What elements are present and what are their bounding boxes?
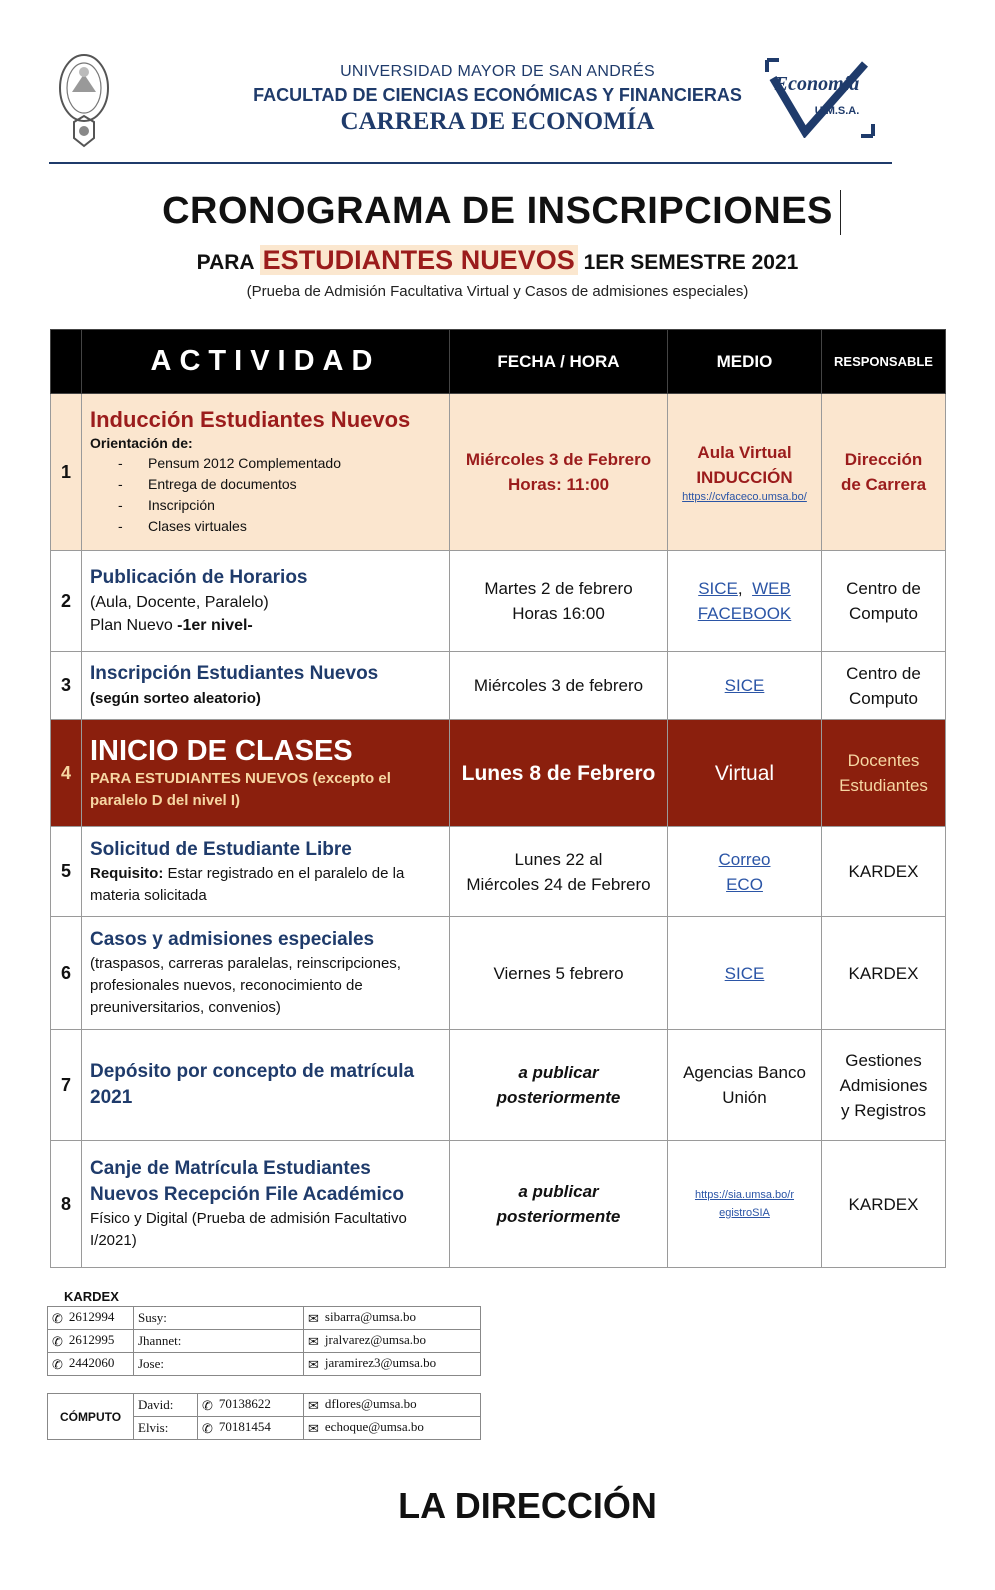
list-item: - Entrega de documentos [90,474,441,495]
contact-name: Jhannet: [134,1330,304,1353]
responsible-cell: KARDEX [822,917,946,1030]
row-number: 4 [51,720,82,827]
phone-cell: ✆ 2612995 [48,1330,134,1353]
row-number: 1 [51,394,82,551]
medium-cell [668,652,822,720]
logo-text: Economía [774,73,860,95]
list-item: - Clases virtuales [90,516,441,537]
contact-name: David: [134,1394,198,1417]
date-cell: Miércoles 3 de febrero [450,652,668,720]
signature: LA DIRECCIÓN [398,1485,657,1526]
email-cell[interactable]: ✉ jralvarez@umsa.bo [304,1330,481,1353]
row-number: 2 [51,551,82,652]
sia-link[interactable]: egistroSIA [719,1207,770,1219]
table-row [48,1330,481,1353]
table-row [51,551,946,652]
activity-title: Depósito por concepto de matrícula 2021 [90,1061,415,1108]
table-row [51,1141,946,1268]
text-cursor [840,190,841,235]
medium-cell: Agencias Banco Unión [668,1030,822,1141]
activity-title: Casos y admisiones especiales [90,929,375,950]
table-row [51,720,946,827]
phone-icon: ✆ [52,1333,63,1349]
sice-link[interactable]: SICE [698,579,738,598]
mail-icon: ✉ [308,1310,319,1326]
kardex-contacts-table [47,1306,481,1376]
header-activity: ACTIVIDAD [82,330,450,394]
medium-cell [668,827,822,917]
page-title: CRONOGRAMA DE INSCRIPCIONES [162,190,833,232]
medium-cell: SICE, WEB FACEBOOK [668,551,822,652]
whatsapp-icon: ✆ [202,1397,213,1413]
table-header-row [51,330,946,394]
subtitle-pre: PARA [196,251,254,274]
activity-title: INICIO DE CLASES [90,734,353,767]
date-cell: a publicar posteriormente [450,1030,668,1141]
activity-desc: PARA ESTUDIANTES NUEVOS (excepto el paralelo D del nivel I) [90,769,391,809]
phone-cell: ✆ 2442060 [48,1353,134,1376]
computo-label: CÓMPUTO [48,1394,134,1440]
date-cell: a publicar posteriormente [450,1141,668,1268]
facebook-link[interactable]: FACEBOOK [697,604,792,623]
row-number: 6 [51,917,82,1030]
responsible-cell: Gestiones Admisiones y Registros [822,1030,946,1141]
table-row [48,1307,481,1330]
activity-title: Solicitud de Estudiante Libre [90,838,352,860]
sice-link[interactable]: SICE [724,963,765,983]
row-number: 8 [51,1141,82,1268]
table-row [51,827,946,917]
date-cell: Miércoles 3 de Febrero Horas: 11:00 [450,394,668,551]
activity-title: Canje de Matrícula Estudiantes Nuevos Recepción File Académico [90,1158,404,1205]
whatsapp-icon: ✆ [202,1420,213,1436]
mail-icon: ✉ [308,1397,319,1413]
activity-cell [82,917,450,1030]
medium-cell [668,917,822,1030]
email-cell[interactable]: ✉ echoque@umsa.bo [304,1417,481,1440]
phone-cell: ✆ 70181454 [198,1417,304,1440]
header-number [51,330,82,394]
subtitle-highlight: ESTUDIANTES NUEVOS [260,245,578,275]
list-item: - Pensum 2012 Complementado [90,453,441,474]
activity-lead: Orientación de: [90,435,193,451]
schedule-table [50,329,946,1268]
header-divider [49,162,892,164]
activity-cell [82,827,450,917]
activity-cell [82,551,450,652]
contact-name: Susy: [134,1307,304,1330]
phone-icon: ✆ [52,1356,63,1372]
list-item: - Inscripción [90,495,441,516]
table-row [51,652,946,720]
computo-contacts-table [47,1393,481,1440]
phone-cell: ✆ 2612994 [48,1307,134,1330]
activity-cell [82,652,450,720]
medium-cell[interactable] [668,1141,822,1268]
faculty-name: FACULTAD DE CIENCIAS ECONÓMICAS Y FINANCIERAS [253,85,742,105]
date-cell: Lunes 22 al Miércoles 24 de Febrero [450,827,668,917]
email-cell[interactable]: ✉ sibarra@umsa.bo [304,1307,481,1330]
activity-cell [82,394,450,551]
activity-desc: (según sorteo aleatorio) [90,690,261,707]
economia-logo [765,58,875,138]
email-cell[interactable]: ✉ dflores@umsa.bo [304,1394,481,1417]
activity-title: Inscripción Estudiantes Nuevos [90,663,379,684]
row-number: 7 [51,1030,82,1141]
table-row [51,394,946,551]
sice-link[interactable]: SICE [724,676,765,695]
header-date: FECHA / HORA [450,330,668,394]
date-cell: Martes 2 de febrero Horas 16:00 [450,551,668,652]
row-number: 5 [51,827,82,917]
activity-title: Publicación de Horarios [90,567,308,588]
table-row [51,1030,946,1141]
medium-cell: Virtual [668,720,822,827]
mail-icon: ✉ [308,1356,319,1372]
contact-name: Jose: [134,1353,304,1376]
table-row [51,917,946,1030]
medium-cell: Aula Virtual INDUCCIÓN https://cvfaceco.umsa.bo/ [668,394,822,551]
header-medium: MEDIO [668,330,822,394]
date-cell: Viernes 5 febrero [450,917,668,1030]
mail-icon: ✉ [308,1333,319,1349]
phone-icon: ✆ [52,1310,63,1326]
activity-cell [82,1141,450,1268]
eco-link[interactable]: ECO [726,874,763,894]
activity-desc: Requisito: Estar registrado en el paralelo de la materia solicitada [90,864,405,904]
activity-title: Inducción Estudiantes Nuevos [90,407,411,432]
date-cell: Lunes 8 de Febrero [450,720,668,827]
email-cell[interactable]: ✉ jaramirez3@umsa.bo [304,1353,481,1376]
subtitle-note: (Prueba de Admisión Facultativa Virtual y Casos de admisiones especiales) [246,283,749,300]
responsible-cell: KARDEX [822,827,946,917]
row-number: 3 [51,652,82,720]
activity-bullets [90,453,441,537]
table-row [48,1353,481,1376]
university-name: UNIVERSIDAD MAYOR DE SAN ANDRÉS [340,63,655,80]
header-responsible: RESPONSABLE [822,330,946,394]
correo-link[interactable]: Correo [718,849,771,869]
activity-desc: (Aula, Docente, Paralelo) [90,594,269,611]
career-name: CARRERA DE ECONOMÍA [340,108,655,135]
logo-sub: U.M.S.A. [814,105,860,117]
subtitle-post: 1ER SEMESTRE 2021 [583,251,799,274]
activity-desc: Físico y Digital (Prueba de admisión Facultativo I/2021) [90,1210,407,1249]
responsible-cell: Centro de Computo [822,551,946,652]
sia-link[interactable]: https://sia.umsa.bo/r [694,1189,795,1201]
activity-desc: (traspasos, carreras paralelas, reinscripciones, profesionales nuevos, reconocimiento de preuniversitarios, convenios) [90,955,401,1016]
kardex-label: KARDEX [64,1289,119,1304]
phone-cell: ✆ 70138622 [198,1394,304,1417]
medium-link[interactable]: https://cvfaceco.umsa.bo/ [682,491,807,503]
activity-cell [82,1030,450,1141]
responsible-cell: KARDEX [822,1141,946,1268]
responsible-cell: Dirección de Carrera [822,394,946,551]
page-subtitle [0,245,995,276]
contact-name: Elvis: [134,1417,198,1440]
activity-desc: Plan Nuevo -1er nivel- [90,617,253,634]
activity-cell [82,720,450,827]
responsible-cell: Docentes Estudiantes [822,720,946,827]
web-link[interactable]: WEB [752,579,791,598]
responsible-cell: Centro de Computo [822,652,946,720]
mail-icon: ✉ [308,1420,319,1436]
table-row [48,1394,481,1417]
